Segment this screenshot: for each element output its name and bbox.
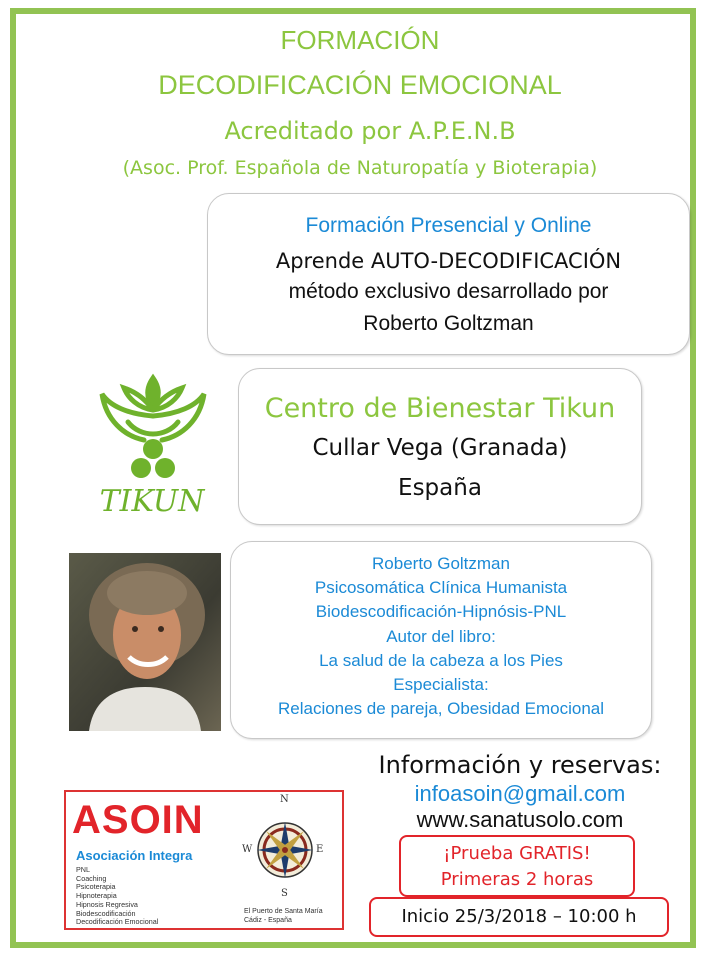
- compass-south: S: [281, 888, 288, 899]
- author-methods: Biodescodificación-Hipnósis-PNL: [315, 602, 567, 622]
- author-name: Roberto Goltzman: [372, 554, 510, 573]
- portrait-photo: [69, 553, 221, 731]
- compass-rose-icon: [242, 794, 324, 904]
- accredited-text: Acreditado por A.P.E.N.B: [224, 117, 516, 145]
- start-date: Inicio 25/3/2018 – 10:00 h: [401, 906, 637, 927]
- asoin-service: Hipnoterapia: [76, 891, 117, 901]
- lotus-logo-icon: [88, 370, 218, 490]
- promo-box: [399, 835, 635, 897]
- asoin-service: Biodescodificación: [76, 908, 136, 918]
- contact-email[interactable]: infoasoin@gmail.com: [414, 781, 626, 806]
- asoin-location-city: El Puerto de Santa María: [244, 908, 323, 915]
- tikun-logo: [88, 370, 218, 530]
- training-description: método exclusivo desarrollado por: [288, 280, 609, 303]
- contact-website[interactable]: www.sanatusolo.com: [416, 807, 624, 832]
- asoin-service: Psicoterapia: [76, 882, 116, 892]
- asoin-service: Decodificación Emocional: [76, 917, 159, 927]
- asoin-subtitle: Asociación Integra: [76, 848, 193, 863]
- center-box: [238, 368, 642, 525]
- author-info: [231, 552, 651, 721]
- title-decodificacion: DECODIFICACIÓN EMOCIONAL: [158, 70, 562, 100]
- compass-north: N: [280, 794, 289, 805]
- author-specialist-label: Especialista:: [393, 675, 489, 695]
- training-method: Aprende AUTO-DECODIFICACIÓN: [275, 249, 622, 273]
- start-date-box: [369, 897, 669, 937]
- training-mode: Formación Presencial y Online: [305, 214, 592, 237]
- title-formacion: FORMACIÓN: [280, 25, 440, 55]
- author-box: [230, 541, 652, 739]
- author-book-label: Autor del libro:: [386, 626, 496, 646]
- asoin-logo: [64, 790, 344, 930]
- training-box: [207, 193, 690, 355]
- author-specialist-areas: Relaciones de pareja, Obesidad Emocional: [277, 699, 605, 719]
- center-name: Centro de Bienestar Tikun: [264, 393, 616, 424]
- author-specialty: Psicosomática Clínica Humanista: [314, 578, 568, 598]
- asoin-location-region: Cádiz - España: [244, 917, 292, 924]
- asoin-name: ASOIN: [72, 798, 204, 842]
- asoin-service: Coaching: [76, 873, 107, 883]
- promo-hours: Primeras 2 horas: [440, 869, 594, 890]
- tikun-logo-text: TIKUN: [99, 484, 205, 519]
- compass-east: E: [316, 844, 324, 855]
- promo-free: ¡Prueba GRATIS!: [443, 843, 591, 864]
- center-location: Cullar Vega (Granada): [312, 435, 568, 461]
- center-country: España: [398, 475, 482, 501]
- asoin-services: [76, 866, 158, 927]
- asoin-service: Hipnosis Regresiva: [76, 899, 138, 909]
- contact-heading: Información y reservas:: [378, 751, 662, 779]
- asoin-service: PNL: [76, 865, 90, 874]
- association-text: (Asoc. Prof. Española de Naturopatía y Bioterapia): [122, 157, 598, 179]
- compass-west: W: [242, 844, 253, 855]
- author-book-title: La salud de la cabeza a los Pies: [319, 650, 563, 670]
- training-author: Roberto Goltzman: [363, 312, 534, 335]
